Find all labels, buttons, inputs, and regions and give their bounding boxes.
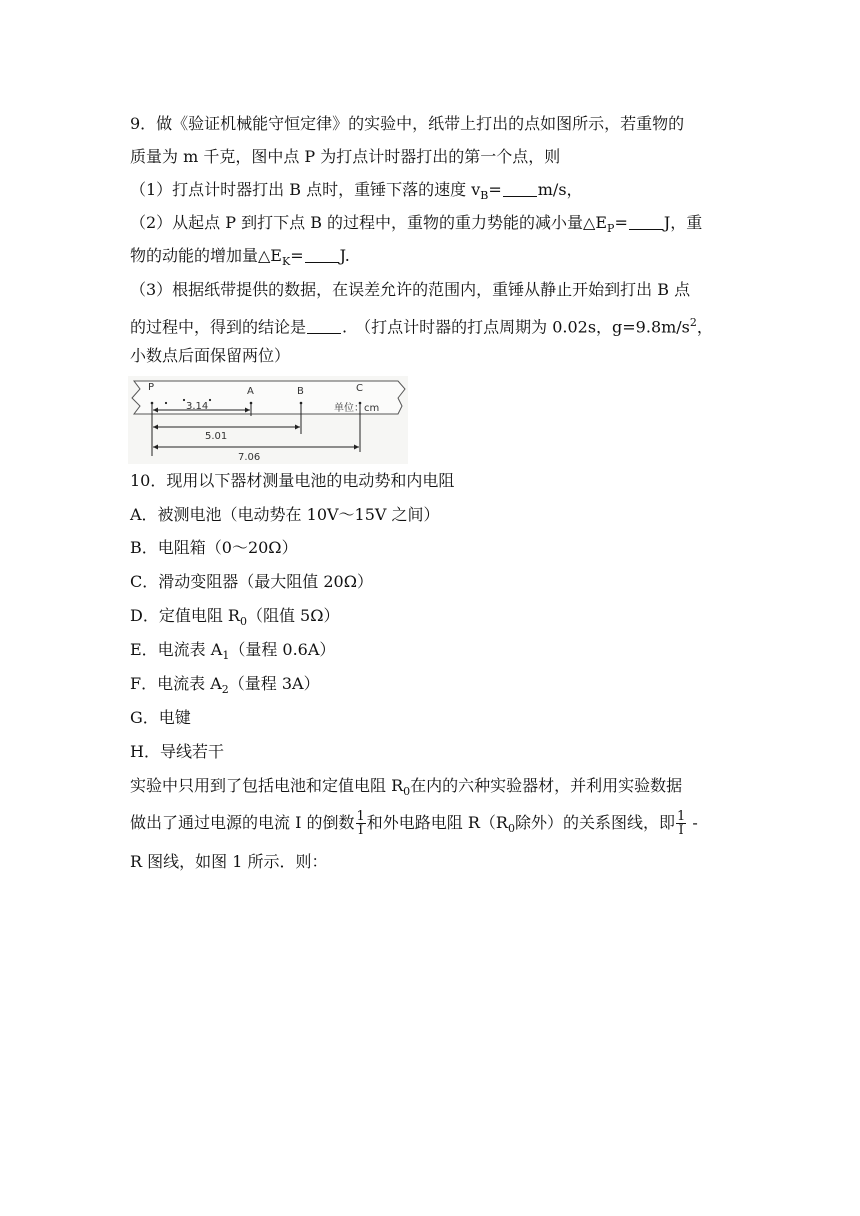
reciprocal-fraction: $\frac{1}{I}$ [356,809,365,838]
q9-part-2-cont: 物的动能的增加量$\triangle E_K= J$. [130,246,350,269]
paper-tape-figure [128,376,408,464]
q9-line-1: 9．做《验证机械能守恒定律》的实验中，纸带上打出的点如图所示，若重物的 [130,114,685,133]
q9-part-3-line-2: 的过程中，得到的结论是 . （打点计时器的打点周期为 0.02s，$g=9.8m/s^2$， [130,316,713,337]
answer-blank [307,319,341,334]
reciprocal-fraction: $\frac{1}{I}$ [676,809,686,838]
q10-text-line-3: R 图线，如图 1 所示．则： [130,852,328,871]
tape-point-c: C [356,383,363,394]
q9-part-2: （2）从起点 P 到打下点 B 的过程中，重物的重力势能的减小量$\triangle E_P= J$，重 [130,213,703,236]
item-f: F．电流表 $A_2$（量程 3A） [130,674,320,697]
tape-unit-label: 单位：cm [334,403,380,414]
answer-blank [629,215,663,230]
q9-part-3-line-1: （3）根据纸带提供的数据，在误差允许的范围内，重锤从静止开始到打出 B 点 [130,280,691,299]
q9-line-2: 质量为 m 千克，图中点 P 为打点计时器打出的第一个点，则 [130,147,561,166]
distance-pa: 3.14 [186,401,209,412]
item-a: A．被测电池（电动势在 10V～15V 之间） [130,505,440,524]
tape-point-b: B [297,386,304,397]
distance-pc: 7.06 [238,452,261,463]
item-c: C．滑动变阻器（最大阻值 20Ω） [130,572,373,591]
q9-part-1: （1）打点计时器打出 B 点时，重锤下落的速度 $v_B= m/s$， [130,180,583,203]
q10-text-line-2: 做出了通过电源的电流 I 的倒数 $\frac{1}{I}$ 和外电路电阻 $R(R_0$除外）的关系图线，即 $\frac{1}{I}$ - [130,809,698,838]
tape-point-p: P [148,382,155,393]
distance-pb: 5.01 [205,431,228,442]
q10-title: 10．现用以下器材测量电池的电动势和内电阻 [130,471,455,490]
item-d: D．定值电阻 $R_0$（阻值 5Ω） [130,606,340,629]
item-g: G．电键 [130,708,191,727]
q9-part-3-line-3: 小数点后面保留两位） [130,346,291,365]
answer-blank [503,182,537,197]
q10-text-line-1: 实验中只用到了包括电池和定值电阻 $R_0$在内的六种实验器材，并利用实验数据 [130,776,683,799]
item-e: E．电流表 $A_1$（量程 0.6A） [130,640,336,663]
answer-blank [305,248,339,263]
tape-point-a: A [247,386,254,397]
item-h: H．导线若干 [130,742,224,761]
item-b: B．电阻箱（0～20Ω） [130,538,298,557]
